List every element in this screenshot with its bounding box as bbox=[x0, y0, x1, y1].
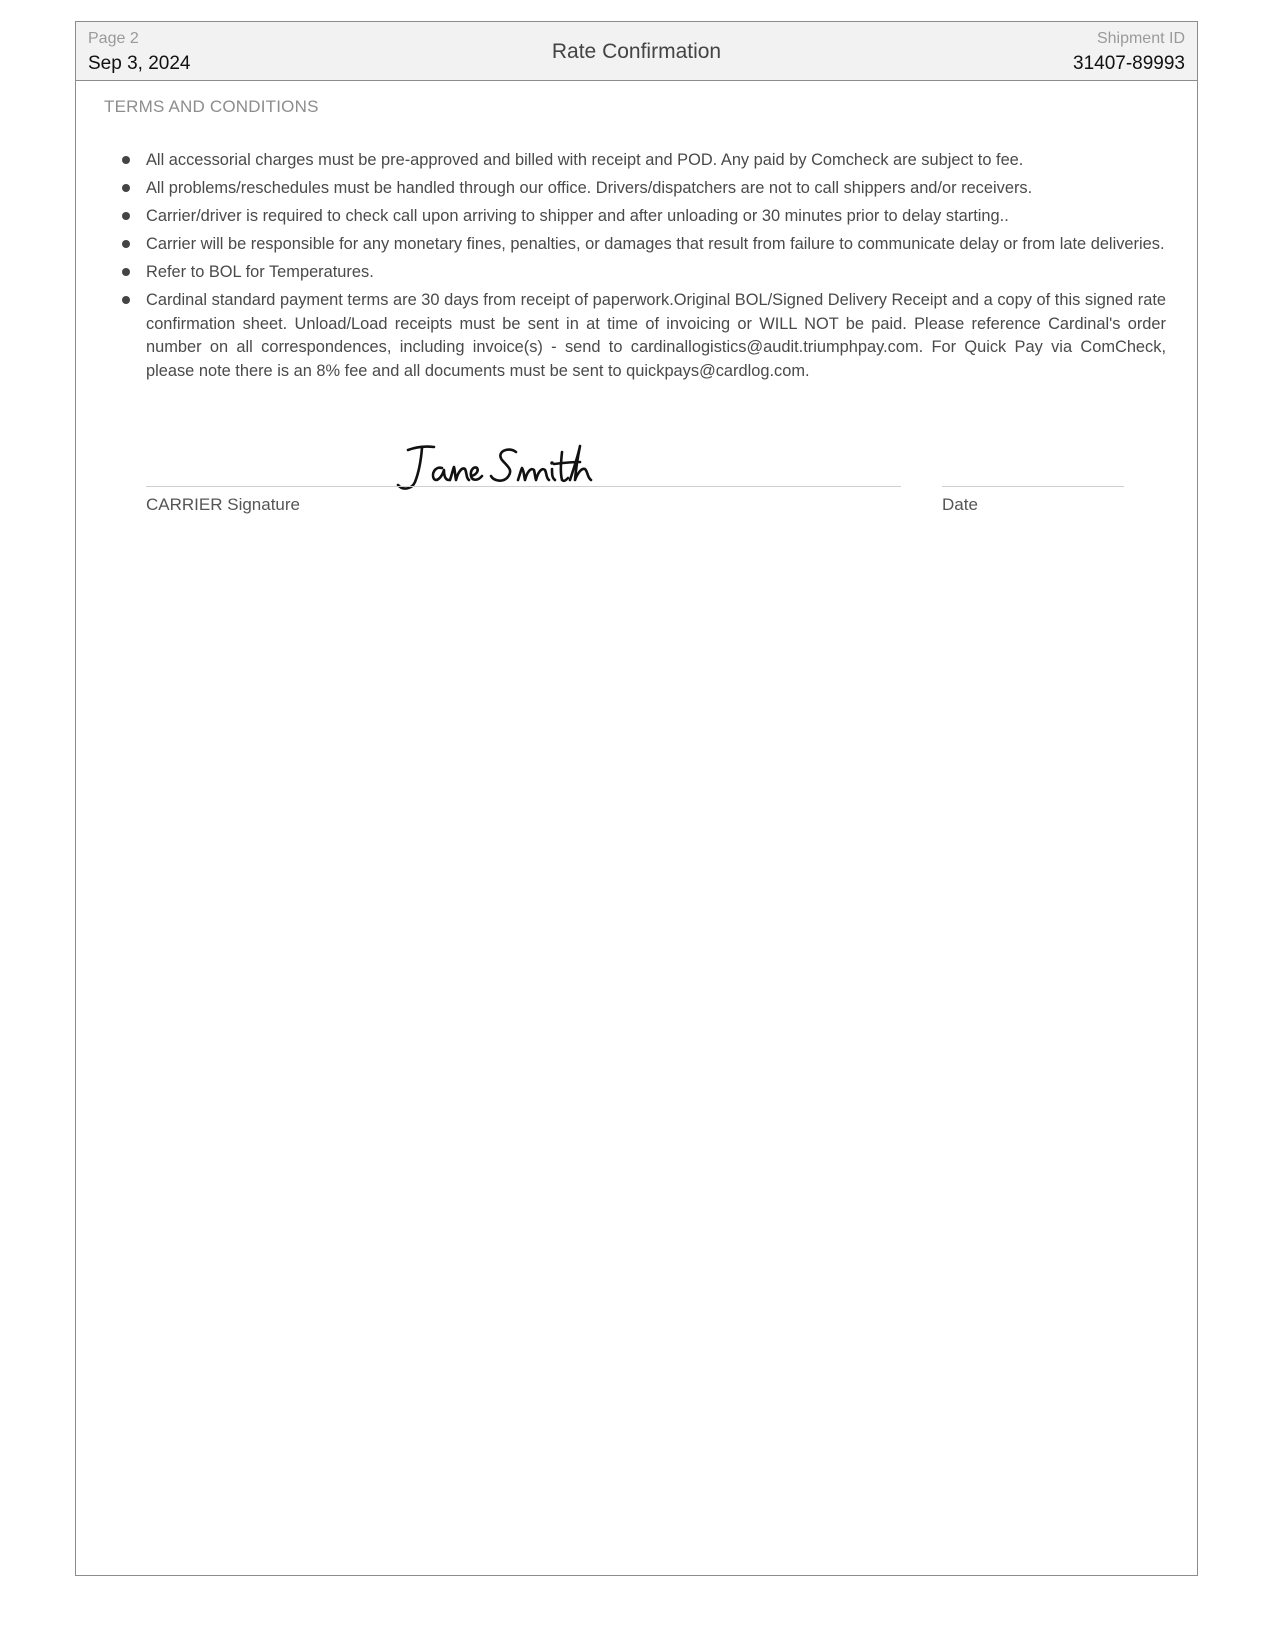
term-text: Refer to BOL for Temperatures. bbox=[146, 263, 374, 281]
date-label: Date bbox=[942, 495, 978, 514]
page-number: Page 2 bbox=[88, 30, 139, 47]
term-text: Carrier/driver is required to check call upon arriving to shipper and after unloading or 30 minutes prior to delay starting.. bbox=[146, 207, 1009, 225]
bullet-icon bbox=[122, 184, 130, 192]
term-item bbox=[146, 177, 1166, 201]
term-item bbox=[146, 233, 1166, 257]
terms-list bbox=[146, 149, 1166, 388]
signature-line bbox=[146, 486, 901, 487]
document-date: Sep 3, 2024 bbox=[88, 53, 191, 74]
term-item bbox=[146, 289, 1166, 383]
date-line bbox=[942, 486, 1124, 487]
bullet-icon bbox=[122, 156, 130, 164]
terms-title: TERMS AND CONDITIONS bbox=[104, 97, 319, 116]
term-item bbox=[146, 149, 1166, 173]
term-text: All problems/reschedules must be handled through our office. Drivers/dispatchers are not to call shippers and/or receivers. bbox=[146, 179, 1033, 197]
page-header bbox=[76, 22, 1197, 81]
bullet-icon bbox=[122, 268, 130, 276]
bullet-icon bbox=[122, 240, 130, 248]
shipment-id-label: Shipment ID bbox=[1096, 30, 1185, 47]
term-item bbox=[146, 205, 1166, 229]
term-text: Carrier will be responsible for any monetary fines, penalties, or damages that result from failure to communicate delay or from late deliveries. bbox=[146, 235, 1165, 253]
carrier-signature-label: CARRIER Signature bbox=[146, 495, 301, 514]
shipment-id-value: 31407-89993 bbox=[1073, 53, 1185, 74]
term-text: All accessorial charges must be pre-approved and billed with receipt and POD. Any paid by Comcheck are subject to fee. bbox=[146, 151, 1024, 169]
term-item bbox=[146, 261, 1166, 285]
document-title: Rate Confirmation bbox=[551, 40, 722, 63]
bullet-icon bbox=[122, 296, 130, 304]
term-text: Cardinal standard payment terms are 30 days from receipt of paperwork.Original BOL/Signed Delivery Receipt and a copy of this signed rate confirmation sheet. Unload/Load receipts must be sent in at time of invoicing or WILL NOT be paid. Please reference Cardinal's order number on all correspondences, including invoice(s) - send to cardinallogistics@audit.triumphpay.com. For Quick Pay via ComCheck, please note there is an 8% fee and all documents must be sent to quickpays@cardlog.com. bbox=[146, 291, 1166, 380]
document-page bbox=[75, 21, 1198, 1576]
bullet-icon bbox=[122, 212, 130, 220]
